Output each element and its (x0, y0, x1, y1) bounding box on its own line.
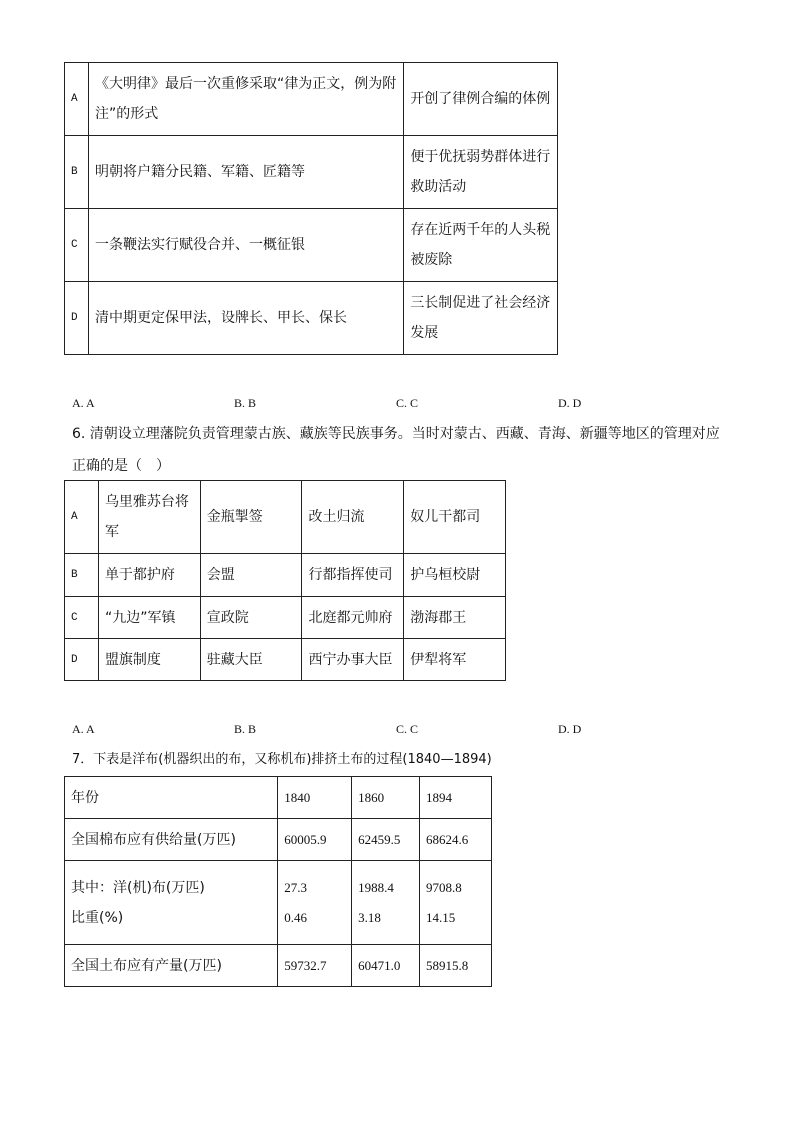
row-effect: 开创了律例合编的体例 (404, 63, 558, 136)
row-effect: 存在近两千年的人头税被废除 (404, 209, 558, 282)
table-cell: 金瓶掣签 (200, 481, 302, 554)
q6-question-line2: 正确的是（ ） (72, 458, 170, 474)
option-b[interactable]: B. B (234, 396, 257, 410)
foreign-cell (420, 861, 492, 945)
option-a[interactable]: A. A (72, 722, 95, 736)
table-cell: 西宁办事大臣 (302, 639, 404, 681)
value-cell: 68624.6 (420, 819, 492, 861)
option-d[interactable]: D. D (558, 396, 582, 410)
q7-question: 7．下表是洋布(机器织出的布，又称机布)排挤土布的过程(1840—1894) (72, 752, 492, 767)
table-cell: 改土归流 (302, 481, 404, 554)
value-cell: 59732.7 (278, 945, 352, 987)
q6-question-line1: 6. 清朝设立理藩院负责管理蒙古族、藏族等民族事务。当时对蒙古、西藏、青海、新疆等地区的管理对应 (72, 426, 720, 442)
ratio-value: 14.15 (426, 909, 456, 925)
year-cell: 1840 (278, 777, 352, 819)
table-cell: 乌里雅苏台将军 (98, 481, 200, 554)
foreign-value: 9708.8 (426, 879, 462, 895)
table-row (65, 209, 558, 282)
q7-table (64, 776, 492, 987)
foreign-cell (352, 861, 420, 945)
year-cell: 1860 (352, 777, 420, 819)
foreign-label: 其中：洋(机)布(万匹) (71, 879, 205, 896)
table-row (65, 639, 506, 681)
row-label: A (65, 63, 89, 136)
q6-table (64, 480, 506, 681)
row-content: 清中期更定保甲法，设牌长、甲长、保长 (88, 282, 403, 355)
option-c[interactable]: C. C (396, 722, 419, 736)
ratio-value: 3.18 (358, 909, 381, 925)
option-a[interactable]: A. A (72, 396, 95, 410)
domestic-label: 全国土布应有产量(万匹) (65, 945, 278, 987)
row-label: C (65, 597, 99, 639)
option-b[interactable]: B. B (234, 722, 257, 736)
table-row (65, 63, 558, 136)
table-cell: 宣政院 (200, 597, 302, 639)
value-cell: 60471.0 (352, 945, 420, 987)
table-cell: 会盟 (200, 554, 302, 597)
table-cell: 伊犁将军 (404, 639, 506, 681)
foreign-value: 27.3 (284, 879, 307, 895)
table-row (65, 597, 506, 639)
foreign-value: 1988.4 (358, 879, 394, 895)
q5-table (64, 62, 558, 355)
table-cell: 盟旗制度 (98, 639, 200, 681)
table-cell: 驻藏大臣 (200, 639, 302, 681)
table-row (65, 945, 492, 987)
value-cell: 60005.9 (278, 819, 352, 861)
value-cell: 62459.5 (352, 819, 420, 861)
row-label: C (65, 209, 89, 282)
option-c[interactable]: C. C (396, 396, 419, 410)
table-cell: 行都指挥使司 (302, 554, 404, 597)
ratio-label: 比重(%) (71, 909, 124, 926)
table-cell: 奴儿干都司 (404, 481, 506, 554)
table-row (65, 819, 492, 861)
ratio-value: 0.46 (284, 909, 307, 925)
row-label: D (65, 639, 99, 681)
year-cell: 1894 (420, 777, 492, 819)
table-row (65, 777, 492, 819)
row-label: D (65, 282, 89, 355)
row-label: A (65, 481, 99, 554)
table-row (65, 481, 506, 554)
option-d[interactable]: D. D (558, 722, 582, 736)
foreign-cell (278, 861, 352, 945)
row-effect: 便于优抚弱势群体进行救助活动 (404, 136, 558, 209)
row-content: 《大明律》最后一次重修采取“律为正文，例为附注”的形式 (88, 63, 403, 136)
table-cell: “九边”军镇 (98, 597, 200, 639)
row-label: B (65, 554, 99, 597)
table-row (65, 554, 506, 597)
table-cell: 北庭都元帅府 (302, 597, 404, 639)
header-label: 年份 (65, 777, 278, 819)
table-row (65, 136, 558, 209)
table-row (65, 861, 492, 945)
table-cell: 渤海郡王 (404, 597, 506, 639)
row-content: 明朝将户籍分民籍、军籍、匠籍等 (88, 136, 403, 209)
foreign-label-cell (65, 861, 278, 945)
table-cell: 单于都护府 (98, 554, 200, 597)
row-label: B (65, 136, 89, 209)
supply-label: 全国棉布应有供给量(万匹) (65, 819, 278, 861)
row-content: 一条鞭法实行赋役合并、一概征银 (88, 209, 403, 282)
table-row (65, 282, 558, 355)
value-cell: 58915.8 (420, 945, 492, 987)
table-cell: 护乌桓校尉 (404, 554, 506, 597)
row-effect: 三长制促进了社会经济发展 (404, 282, 558, 355)
